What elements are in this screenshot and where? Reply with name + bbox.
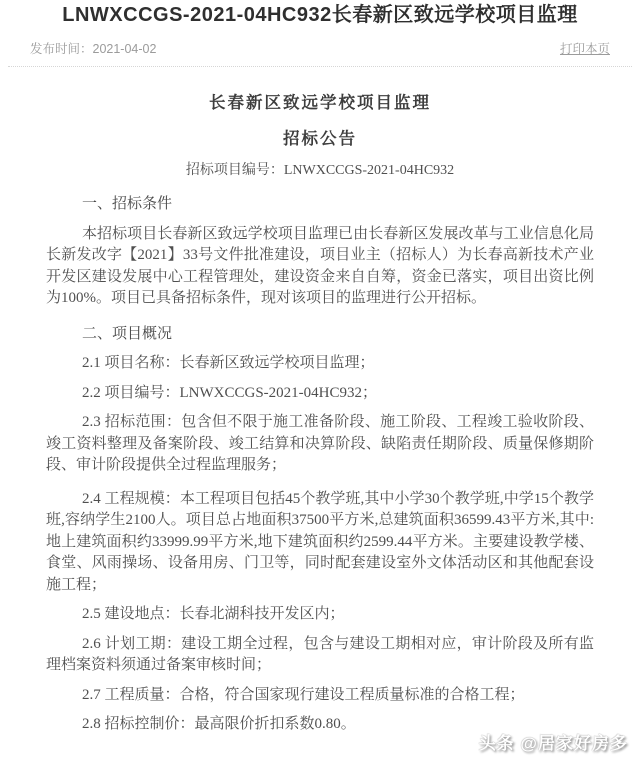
document-subtitle: 招标公告 — [283, 129, 357, 148]
project-number-line: 招标项目编号：LNWXCCGS-2021-04HC932 — [185, 163, 455, 178]
item-2-8-bid-control-price: 2.8 招标控制价：最高限价折扣系数0.80。 — [82, 716, 356, 732]
document-title: 长春新区致远学校项目监理 — [209, 93, 431, 112]
section-heading-project-overview: 二、项目概况 — [82, 325, 173, 342]
page-title: LNWXCCGS-2021-04HC932长春新区致远学校项目监理 — [62, 4, 578, 26]
article-header — [0, 0, 640, 67]
paragraph-bid-conditions: 本招标项目长春新区致远学校项目监理已由长春新区发展改革与工业信息化局长新发改字【2021】33号文件批准建设，项目业主（招标人）为长春高新技术产业开发区建设发展中心工程管理处，建设资金来自自筹，资金已落实，项目出资比例为100%。项目已具备招标条件，现对该项目的监理进行公开招标。 — [46, 225, 594, 306]
item-2-6-planned-duration: 2.6 计划工期：建设工期全过程，包含与建设工期相对应，审计阶段及所有监理档案资料须通过备案审核时间； — [46, 635, 594, 673]
item-2-1-project-name: 2.1 项目名称：长春新区致远学校项目监理； — [82, 355, 375, 371]
item-2-5-construction-site: 2.5 建设地点：长春北湖科技开发区内； — [82, 606, 345, 622]
meta-row — [8, 39, 632, 67]
section-heading-bid-conditions: 一、招标条件 — [82, 196, 173, 212]
toutiao-watermark: 头条 @居家好房多 — [478, 734, 628, 753]
item-2-4-project-scale: 2.4 工程规模：本工程项目包括45个教学班,其中小学30个教学班,中学15个教学班,容纳学生2100人。项目总占地面积37500平方米,总建筑面积36599.43平方米,其中:地上建筑面积约33999.99平方米,地下建筑面积约2599.44平方米。主要建设教学楼、食堂、风雨操场、设备用房、门卫等，同时配套建设室外文体活动区和其他配套设施工程； — [46, 490, 594, 593]
publish-time: 发布时间：2021-04-02 — [30, 42, 157, 56]
item-2-3-bid-scope: 2.3 招标范围：包含但不限于施工准备阶段、施工阶段、工程竣工验收阶段、竣工资料整理及备案阶段、竣工结算和决算阶段、缺陷责任期阶段、质量保修期阶段、审计阶段提供全过程监理服务； — [46, 414, 594, 473]
document-body — [0, 92, 640, 736]
item-2-2-project-number: 2.2 项目编号：LNWXCCGS-2021-04HC932； — [82, 384, 377, 401]
print-page-link[interactable]: 打印本页 — [559, 42, 610, 56]
item-2-7-project-quality: 2.7 工程质量：合格，符合国家现行建设工程质量标准的合格工程； — [82, 686, 525, 703]
